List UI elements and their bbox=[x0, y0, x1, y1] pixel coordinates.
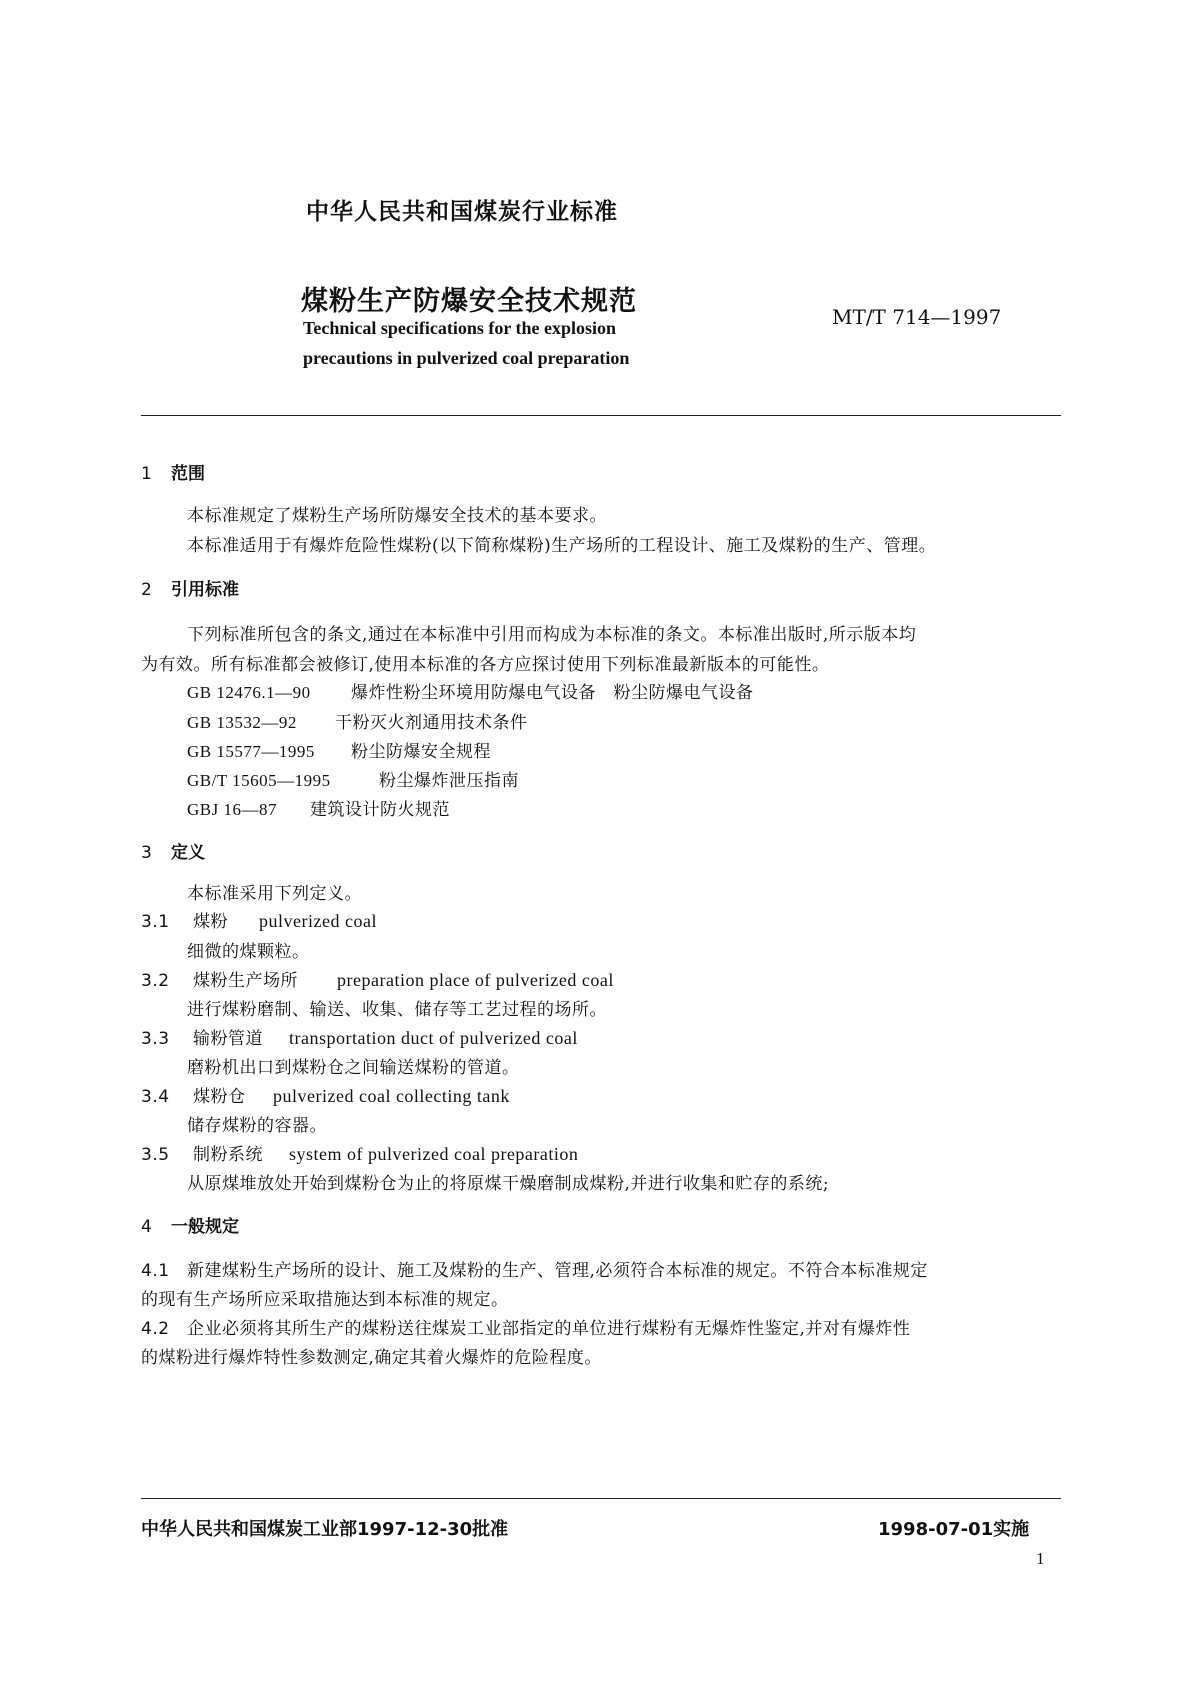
reference-name: 爆炸性粉尘环境用防爆电气设备 粉尘防爆电气设备 bbox=[351, 683, 754, 703]
clause-line: 的现有生产场所应采取措施达到本标准的规定。 bbox=[141, 1290, 509, 1310]
reference-item bbox=[187, 678, 754, 703]
definition-term bbox=[141, 907, 377, 932]
header-divider bbox=[141, 415, 1061, 416]
reference-name: 粉尘防爆安全规程 bbox=[351, 742, 491, 762]
paragraph-line: 为有效。所有标准都会被修订,使用本标准的各方应探讨使用下列标准最新版本的可能性。 bbox=[141, 655, 830, 675]
definition-desc: 从原煤堆放处开始到煤粉仓为止的将原煤干燥磨制成煤粉,并进行收集和贮存的系统; bbox=[187, 1174, 830, 1194]
reference-item bbox=[187, 795, 450, 820]
section-number: 4 bbox=[141, 1217, 152, 1237]
paragraph: 本标准适用于有爆炸危险性煤粉(以下简称煤粉)生产场所的工程设计、施工及煤粉的生产、管理。 bbox=[187, 536, 937, 556]
document-title-cn: 煤粉生产防爆安全技术规范 bbox=[301, 286, 637, 317]
reference-code: GB 15577—1995 bbox=[187, 742, 315, 761]
approval-line: 中华人民共和国煤炭工业部1997-12-30批准 bbox=[141, 1519, 509, 1540]
reference-code: GB 13532—92 bbox=[187, 713, 297, 732]
section-number: 1 bbox=[141, 464, 152, 484]
term-en: transportation duct of pulverized coal bbox=[289, 1028, 578, 1048]
org-title: 中华人民共和国煤炭行业标准 bbox=[306, 199, 618, 225]
term-cn: 煤粉 bbox=[193, 912, 228, 932]
definition-term bbox=[141, 966, 614, 991]
footer-divider bbox=[141, 1498, 1061, 1499]
section-heading-3 bbox=[141, 838, 205, 863]
section-heading-4 bbox=[141, 1212, 239, 1237]
term-en: system of pulverized coal preparation bbox=[289, 1144, 579, 1164]
section-number: 3 bbox=[141, 843, 152, 863]
document-title-en-line2: precautions in pulverized coal preparation bbox=[303, 348, 630, 368]
definition-number: 3.4 bbox=[141, 1087, 170, 1107]
definition-desc: 进行煤粉磨制、输送、收集、储存等工艺过程的场所。 bbox=[187, 1000, 607, 1020]
paragraph: 本标准规定了煤粉生产场所防爆安全技术的基本要求。 bbox=[187, 506, 607, 526]
definition-term bbox=[141, 1024, 578, 1049]
definition-desc: 储存煤粉的容器。 bbox=[187, 1116, 327, 1136]
document-title-en-line1: Technical specifications for the explosion bbox=[303, 318, 617, 338]
reference-code: GB 12476.1—90 bbox=[187, 683, 311, 702]
definition-desc: 磨粉机出口到煤粉仓之间输送煤粉的管道。 bbox=[187, 1058, 520, 1078]
reference-item bbox=[187, 708, 528, 733]
section-title: 引用标准 bbox=[171, 580, 239, 600]
section-number: 2 bbox=[141, 580, 152, 600]
definition-number: 3.5 bbox=[141, 1145, 170, 1165]
clause-line bbox=[141, 1314, 910, 1339]
term-cn: 煤粉生产场所 bbox=[193, 971, 298, 991]
reference-code: GB/T 15605—1995 bbox=[187, 771, 331, 790]
term-en: pulverized coal bbox=[259, 911, 377, 931]
clause-text: 新建煤粉生产场所的设计、施工及煤粉的生产、管理,必须符合本标准的规定。不符合本标准规定 bbox=[187, 1261, 928, 1281]
section-title: 范围 bbox=[171, 464, 205, 484]
paragraph-line: 下列标准所包含的条文,通过在本标准中引用而构成为本标准的条文。本标准出版时,所示版本均 bbox=[187, 625, 917, 645]
clause-number: 4.2 bbox=[141, 1319, 170, 1339]
reference-item bbox=[187, 737, 491, 762]
paragraph: 本标准采用下列定义。 bbox=[187, 884, 362, 904]
effective-date: 1998-07-01实施 bbox=[878, 1519, 1030, 1540]
clause-number: 4.1 bbox=[141, 1261, 170, 1281]
term-cn: 煤粉仓 bbox=[193, 1087, 246, 1107]
section-title: 一般规定 bbox=[171, 1217, 239, 1237]
reference-name: 建筑设计防火规范 bbox=[310, 800, 450, 820]
definition-number: 3.3 bbox=[141, 1029, 170, 1049]
term-en: pulverized coal collecting tank bbox=[273, 1086, 510, 1106]
reference-name: 粉尘爆炸泄压指南 bbox=[379, 771, 519, 791]
page-number: 1 bbox=[1036, 1549, 1045, 1568]
reference-name: 干粉灭火剂通用技术条件 bbox=[335, 713, 528, 733]
section-heading-1 bbox=[141, 459, 205, 484]
clause-text: 企业必须将其所生产的煤粉送往煤炭工业部指定的单位进行煤粉有无爆炸性鉴定,并对有爆炸性 bbox=[187, 1319, 911, 1339]
term-cn: 输粉管道 bbox=[193, 1029, 263, 1049]
term-cn: 制粉系统 bbox=[193, 1145, 263, 1165]
term-en: preparation place of pulverized coal bbox=[337, 970, 614, 990]
section-heading-2 bbox=[141, 575, 239, 600]
definition-term bbox=[141, 1140, 578, 1165]
reference-item bbox=[187, 766, 519, 791]
definition-number: 3.1 bbox=[141, 912, 170, 932]
clause-line bbox=[141, 1256, 928, 1281]
definition-term bbox=[141, 1082, 510, 1107]
section-title: 定义 bbox=[171, 843, 205, 863]
standard-code: MT/T 714—1997 bbox=[832, 305, 1002, 329]
reference-code: GBJ 16—87 bbox=[187, 800, 277, 819]
definition-desc: 细微的煤颗粒。 bbox=[187, 942, 310, 962]
definition-number: 3.2 bbox=[141, 971, 170, 991]
clause-line: 的煤粉进行爆炸特性参数测定,确定其着火爆炸的危险程度。 bbox=[141, 1348, 602, 1368]
